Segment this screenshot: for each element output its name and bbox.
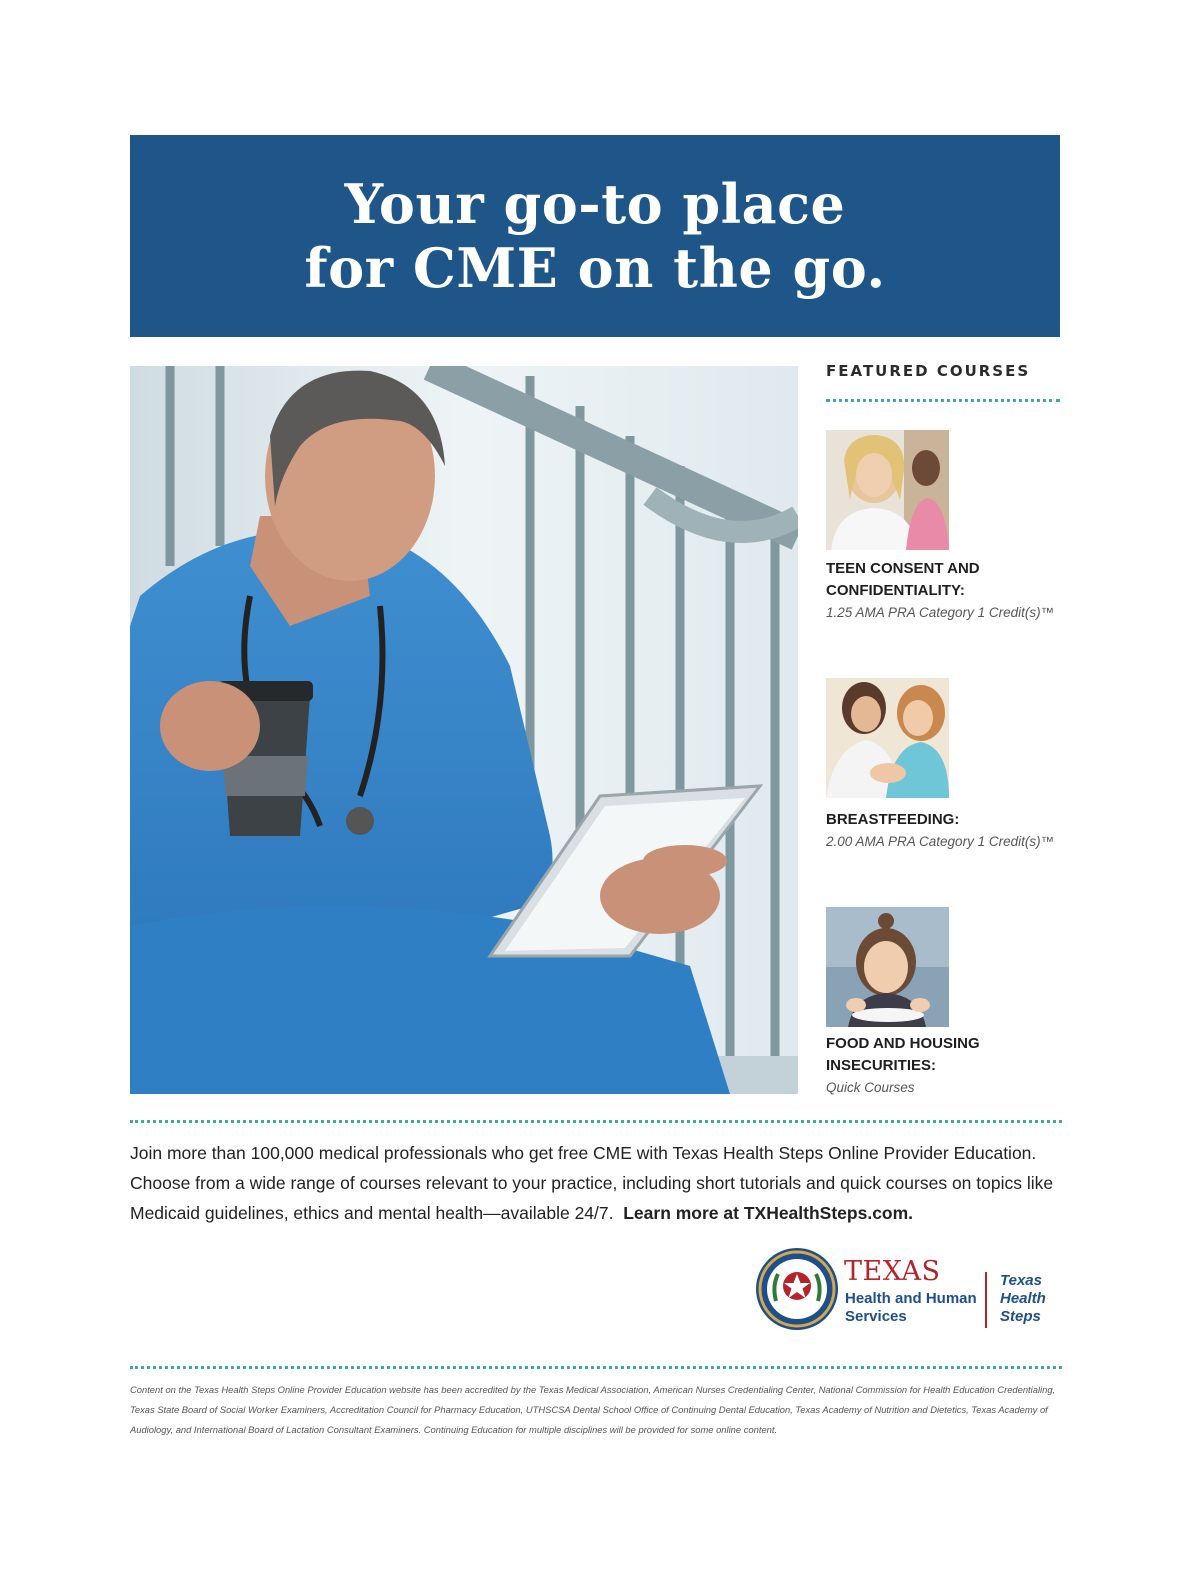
course-title-food-housing [826,1033,1046,1077]
doctor-photo [130,366,798,1094]
texas-hhs-logo [754,1246,1064,1336]
logo-hhs-line: Health and Human [845,1290,977,1307]
body-paragraph [130,1138,1065,1228]
course-title-line: INSECURITIES: [826,1057,937,1074]
accreditation-footnote: Content on the Texas Health Steps Online Provider Education website has been accredited by the Texas Medical Association, American Nurses Credentialing Center, National Commission for Health Education Credentialing, Texas State Board of Social Worker Examiners, Accreditation Council for Pharmacy Education, UTHSCSA Dental School Office of Continuing Dental Education, Texas Academy of Nutrition and Dietetics, Texas Academy of Audiology, and International Board of Lactation Consultant Examiners. Continuing Education for multiple disciplines will be provided for some online content. [130,1384,1056,1435]
featured-divider [826,399,1060,402]
course-credit-teen-consent: 1.25 AMA PRA Category 1 Credit(s)™ [826,605,1055,620]
logo-ths-line: Steps [1000,1308,1041,1325]
course-thumb-food-housing [826,907,949,1027]
featured-courses-heading: FEATURED COURSES [826,362,1031,380]
logo-hhs-text [845,1290,977,1326]
course-credit-breastfeeding: 2.00 AMA PRA Category 1 Credit(s)™ [826,834,1055,849]
course-thumb-breastfeeding [826,678,949,798]
logo-ths-line: Health [1000,1290,1046,1307]
header-banner [130,135,1060,337]
body-divider [130,1120,1062,1123]
course-credit-food-housing: Quick Courses [826,1080,915,1095]
texas-seal-icon [754,1246,840,1332]
body-text: Join more than 100,000 medical professionals who get free CME with Texas Health Steps Online Provider Education. Choose from a wide range of courses relevant to your practice, including short tutorials and quick courses on topics like Medicaid guidelines, ethics and mental health—available 24/7. [130,1143,1054,1223]
course-title-breastfeeding [826,809,1046,831]
course-title-teen-consent [826,558,1046,602]
course-title-line: TEEN CONSENT AND [826,560,980,577]
logo-hhs-line: Services [845,1308,907,1325]
logo-divider [985,1272,987,1328]
course-title-line: FOOD AND HOUSING [826,1035,980,1052]
learn-more-link[interactable]: Learn more at TXHealthSteps.com. [623,1203,914,1223]
logo-texas-health-steps [1000,1272,1046,1326]
course-thumb-teen-consent [826,430,949,550]
headline-line-2: for CME on the go. [304,236,886,300]
course-title-line: CONFIDENTIALITY: [826,582,965,599]
headline-line-1: Your go-to place [344,172,846,236]
footnote-divider [130,1366,1062,1369]
logo-ths-line: Texas [1000,1272,1042,1289]
course-title-line: BREASTFEEDING: [826,811,960,828]
logo-texas-word: TEXAS [844,1256,941,1287]
